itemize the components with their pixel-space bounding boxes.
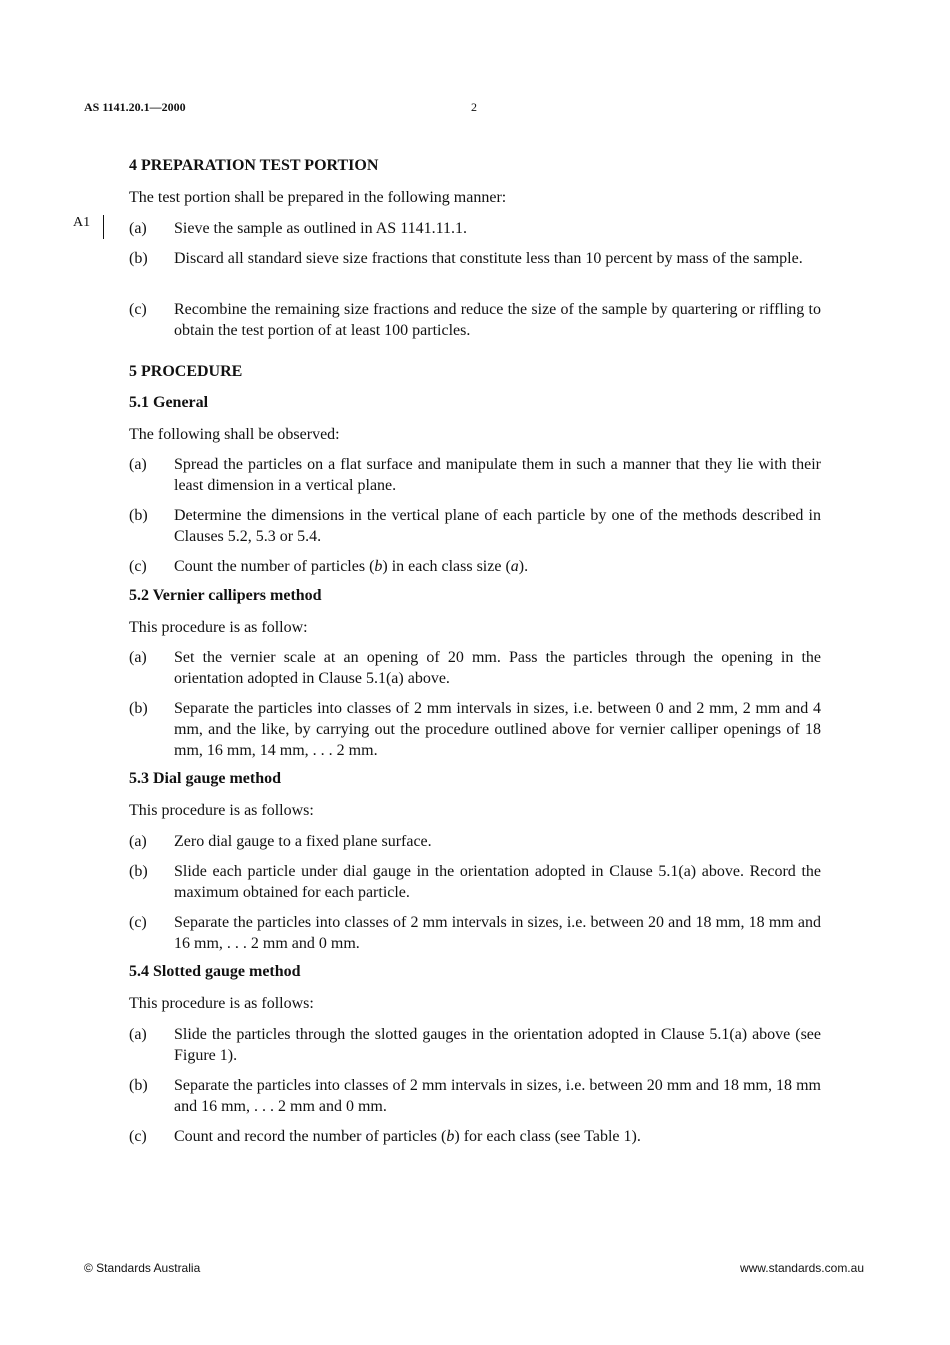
- clause-5-4-heading: 5.4 Slotted gauge method: [129, 963, 301, 980]
- list-item: [129, 299, 821, 341]
- item-label: (a): [129, 649, 147, 666]
- item-text: Recombine the remaining size fractions and reduce the size of the sample by quartering or riffling to obtain the test portion of at least 100 particles.: [174, 301, 821, 339]
- variable-b: b: [374, 558, 383, 575]
- list-item: [129, 248, 821, 269]
- item-label: (a): [129, 1026, 147, 1043]
- list-item: [129, 912, 821, 954]
- clause-5-2-intro: This procedure is as follow:: [129, 619, 308, 636]
- clause-5-1-intro: The following shall be observed:: [129, 426, 340, 443]
- item-label: (b): [129, 250, 148, 267]
- item-text: Sieve the sample as outlined in AS 1141.11.1.: [174, 220, 468, 237]
- document-id: AS 1141.20.1—2000: [84, 100, 186, 114]
- item-text: Discard all standard sieve size fractions that constitute less than 10 percent by mass of the sample.: [174, 250, 803, 267]
- item-text: Spread the particles on a flat surface and manipulate them in such a manner that they lie with their least dimension in a vertical plane.: [174, 456, 821, 494]
- item-text: [174, 556, 821, 577]
- variable-a: a: [510, 558, 519, 575]
- clause-5-4-intro: This procedure is as follows:: [129, 995, 314, 1012]
- item-label: (c): [129, 914, 147, 931]
- item-text: Separate the particles into classes of 2 mm intervals in sizes, i.e. between 20 mm and 18 mm, 18 mm and 16 mm, . . . 2 mm and 0 mm.: [174, 1077, 821, 1115]
- clause-5-3-intro: This procedure is as follows:: [129, 802, 314, 819]
- section-5-heading: 5 PROCEDURE: [129, 363, 243, 380]
- list-item: [129, 218, 821, 239]
- copyright-notice: © Standards Australia: [84, 1261, 201, 1275]
- item-text: Separate the particles into classes of 2 mm intervals in sizes, i.e. between 0 and 2 mm, 2 mm and 4 mm, and the like, by carrying out the procedure outlined above for vernier calliper openings of 18 mm, 16 mm, 14 mm, . . . 2 mm.: [174, 700, 821, 759]
- text-segment: Count and record the number of particles (: [174, 1128, 447, 1145]
- clause-5-3-heading: 5.3 Dial gauge method: [129, 770, 281, 787]
- text-segment: ) in each class size (: [382, 558, 511, 575]
- item-label: (a): [129, 456, 147, 473]
- list-item: [129, 831, 821, 852]
- item-text: Separate the particles into classes of 2 mm intervals in sizes, i.e. between 20 and 18 mm, 18 mm and 16 mm, . . . 2 mm and 0 mm.: [174, 914, 821, 952]
- list-item: [129, 454, 821, 496]
- text-segment: Count the number of particles (: [174, 558, 375, 575]
- item-text: Slide each particle under dial gauge in the orientation adopted in Clause 5.1(a) above. Record the maximum obtained for each particle.: [174, 863, 821, 901]
- item-label: (c): [129, 558, 147, 575]
- page-number: 2: [471, 100, 477, 114]
- text-segment: ).: [518, 558, 529, 575]
- item-text: Slide the particles through the slotted gauges in the orientation adopted in Clause 5.1(a) above (see Figure 1).: [174, 1026, 821, 1064]
- item-label: (c): [129, 301, 147, 318]
- section-4-intro: The test portion shall be prepared in the following manner:: [129, 189, 507, 206]
- item-label: (b): [129, 507, 148, 524]
- list-item: [129, 505, 821, 547]
- item-label: (a): [129, 833, 147, 850]
- list-item: [129, 647, 821, 689]
- item-text: [174, 1126, 821, 1147]
- item-label: (b): [129, 700, 148, 717]
- variable-b: b: [446, 1128, 455, 1145]
- list-item: [129, 861, 821, 903]
- list-item: [129, 1075, 821, 1117]
- item-label: (c): [129, 1128, 147, 1145]
- amendment-marker: A1: [73, 215, 91, 230]
- list-item: [129, 556, 821, 577]
- website-link[interactable]: www.standards.com.au: [739, 1261, 864, 1275]
- section-4-heading: 4 PREPARATION TEST PORTION: [129, 157, 379, 174]
- clause-5-1-heading: 5.1 General: [129, 394, 209, 411]
- item-text: Determine the dimensions in the vertical plane of each particle by one of the methods described in Clauses 5.2, 5.3 or 5.4.: [174, 507, 821, 545]
- item-text: Set the vernier scale at an opening of 20 mm. Pass the particles through the opening in the orientation adopted in Clause 5.1(a) above.: [174, 649, 821, 687]
- item-label: (b): [129, 863, 148, 880]
- amendment-bar: [103, 215, 104, 239]
- clause-5-2-heading: 5.2 Vernier callipers method: [129, 587, 322, 604]
- list-item: [129, 1024, 821, 1066]
- text-segment: ) for each class (see Table 1).: [454, 1128, 641, 1145]
- list-item: [129, 1126, 821, 1147]
- list-item: [129, 698, 821, 761]
- item-label: (a): [129, 220, 147, 237]
- item-text: Zero dial gauge to a fixed plane surface.: [174, 833, 432, 850]
- item-label: (b): [129, 1077, 148, 1094]
